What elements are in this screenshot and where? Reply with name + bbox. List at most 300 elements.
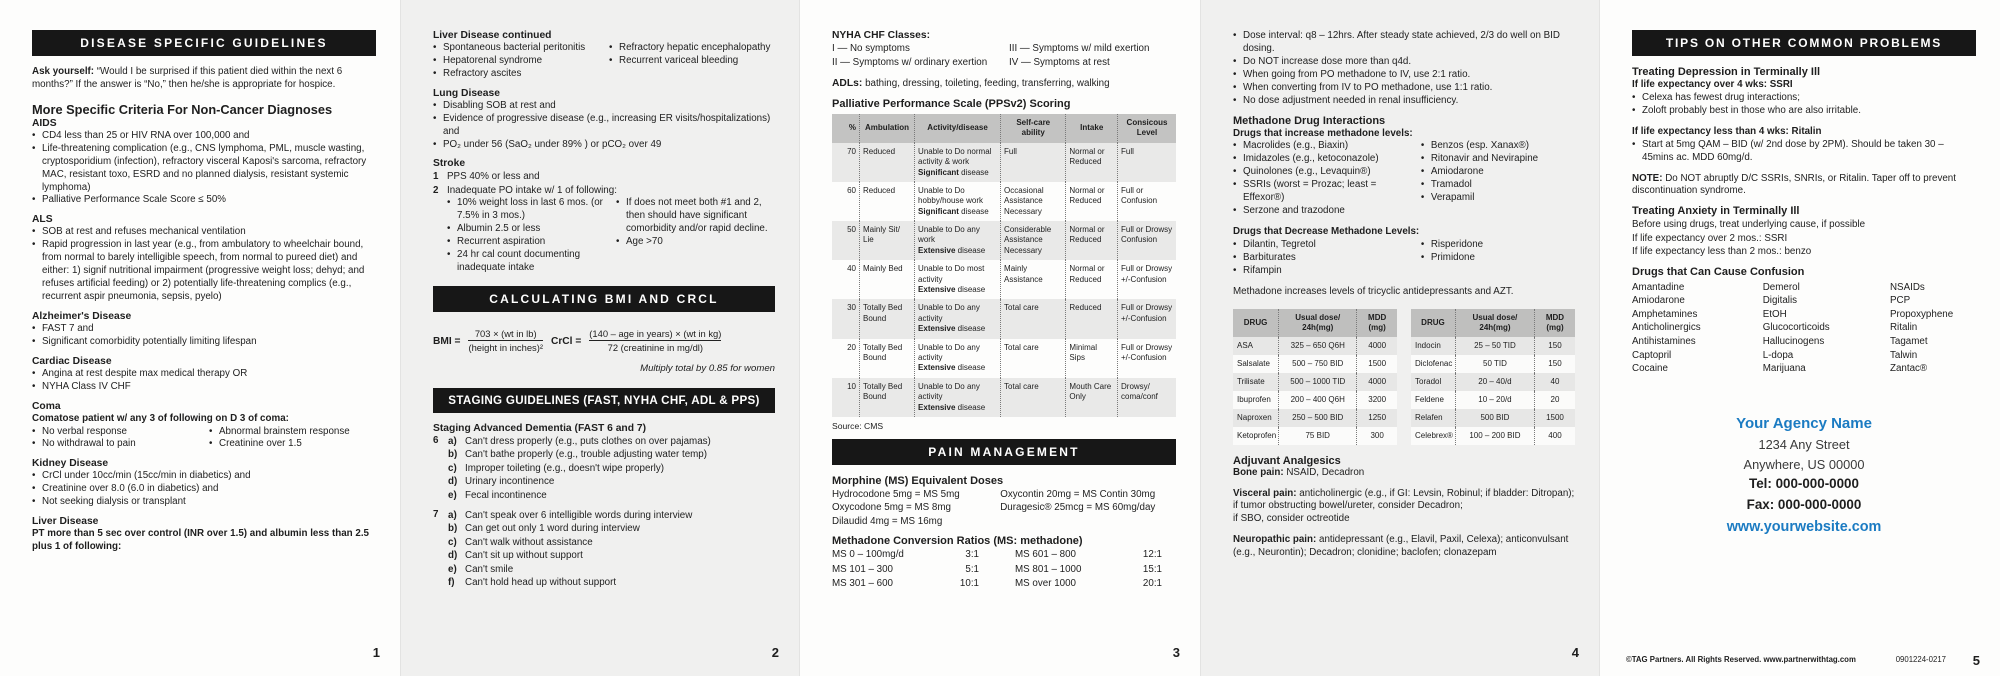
list-item: Zantac®: [1889, 363, 1928, 375]
page-number: 5: [1972, 653, 1980, 668]
stroke-title: Stroke: [433, 158, 466, 170]
copyright-text: ©TAG Partners. All Rights Reserved. www.partnerwithtag.com: [1626, 655, 1856, 664]
list-item: • Rifampin: [1233, 265, 1411, 278]
coma-intro: Comatose patient w/ any 3 of following on D 3 of coma:: [32, 412, 289, 424]
confusion-columns: [1632, 281, 1976, 376]
morphine-columns: [832, 488, 1176, 529]
list-item: Captopril: [1632, 349, 1672, 361]
list-item: • Benzos (esp. Xanax®): [1421, 140, 1575, 153]
pps-conscious-cell: Full or Confusion: [1118, 182, 1177, 221]
ratio-columns: [832, 548, 1176, 591]
table-row: [1233, 409, 1397, 427]
adls-label: ADLs:: [832, 78, 863, 90]
severity-word: Extensive: [918, 285, 956, 295]
list-item: • Celexa has fewest drug interactions;: [1632, 92, 1976, 105]
agency-fax: Fax: 000-000-0000: [1746, 497, 1862, 513]
stroke-numbered-list: [433, 170, 775, 196]
list-item: • No dose adjustment needed in renal insufficiency.: [1233, 95, 1575, 108]
drug-dose-cell: 500 BID: [1455, 409, 1534, 427]
table-row: [832, 143, 1176, 182]
pps-conscious-cell: Full or Drowsy +/-Confusion: [1118, 260, 1177, 299]
ask-yourself-paragraph: [32, 66, 376, 92]
panel-tips: [1600, 0, 2000, 676]
list-item: • Zoloft probably best in those who are also irritable.: [1632, 105, 1976, 118]
ratio-row: [832, 563, 993, 577]
panel-disease-guidelines: [0, 0, 400, 676]
als-title: ALS: [32, 214, 53, 226]
fast-letter: d): [448, 476, 458, 488]
drug-name-cell: Diclofenac: [1415, 358, 1453, 368]
list-item: • Spontaneous bacterial peritonitis: [433, 42, 599, 55]
pps-intake-cell: Normal or Reduced: [1066, 260, 1118, 299]
drug-mdd-cell: 1500: [1534, 409, 1575, 427]
severity-suffix: disease: [955, 324, 986, 334]
ratio-value: 5:1: [965, 563, 979, 575]
liver-continued-title: Liver Disease continued: [433, 30, 552, 41]
ratio-row: [1015, 548, 1176, 562]
pps-selfcare-cell: Total care: [1001, 299, 1066, 338]
list-item: EtOH: [1762, 308, 1787, 320]
depression-ritalin-list: [1632, 139, 1976, 165]
table-row: [1411, 427, 1575, 445]
section-header-staging: STAGING GUIDELINES (FAST, NYHA CHF, ADL & PPS): [433, 388, 775, 413]
activity-text: Unable to Do normal activity & work: [918, 146, 992, 167]
drug-dose-cell: 75 BID: [1279, 427, 1357, 445]
fast-item: [448, 435, 775, 449]
column-header: MDD (mg): [1357, 309, 1397, 337]
list-item: Glucocorticoids: [1762, 322, 1830, 334]
coma-list-left: [32, 426, 199, 452]
drug-name-cell: Naproxen: [1237, 412, 1272, 422]
confusion-title: Drugs that Can Cause Confusion: [1632, 265, 1805, 278]
severity-suffix: disease: [955, 363, 986, 373]
severity-suffix: disease: [958, 167, 989, 177]
list-item: • FAST 7 and: [32, 323, 376, 336]
severity-line: [918, 207, 997, 217]
drug-name-cell: Indocin: [1415, 340, 1441, 350]
severity-line: [918, 324, 997, 334]
ratio-row: [1015, 577, 1176, 591]
drug-dose-cell: 100 – 200 BID: [1455, 427, 1534, 445]
alzheimers-title: Alzheimer's Disease: [32, 310, 132, 322]
pps-conscious-cell: Full or Drowsy +/-Confusion: [1118, 339, 1177, 378]
column-header: Consicous Level: [1118, 114, 1177, 143]
morphine-list-right: [1000, 488, 1176, 529]
list-item: Amphetamines: [1632, 308, 1698, 320]
list-item: • Primidone: [1421, 252, 1575, 265]
pps-percent-cell: 20: [847, 342, 857, 352]
list-item: • Angina at rest despite max medical therapy OR: [32, 368, 376, 381]
list-item: PCP: [1889, 295, 1911, 307]
list-item: Anticholinergics: [1632, 322, 1701, 334]
column-header: %: [832, 114, 860, 143]
fast6-number: 6: [433, 434, 439, 446]
drug-mdd-cell: 4000: [1357, 373, 1397, 391]
item-number: 2: [433, 184, 439, 196]
section-header-bmi-crcl: CALCULATING BMI AND CRCL: [433, 286, 775, 312]
list-item: Duragesic® 25mcg = MS 60mg/day: [1000, 502, 1156, 514]
list-item: III — Symptoms w/ mild exertion: [1009, 43, 1150, 54]
bmi-label: BMI =: [433, 335, 461, 347]
ratio-row: [1015, 563, 1176, 577]
agency-block: [1632, 412, 1976, 539]
list-item: Amiodarone: [1632, 295, 1685, 307]
drug-name-cell: Celebrex®: [1415, 430, 1453, 440]
pps-ambulation-cell: Reduced: [860, 143, 915, 182]
list-item: • Quinolones (e.g., Levaquin®): [1233, 166, 1411, 179]
fast-text: Can't smile: [465, 563, 514, 575]
list-item: Hallucinogens: [1762, 335, 1825, 347]
confusion-list-3: [1890, 281, 1976, 376]
numbered-item: [433, 170, 775, 183]
severity-word: Extensive: [918, 245, 956, 255]
table-row: [1233, 355, 1397, 373]
stroke-list-left: [447, 197, 606, 275]
fast-text: Improper toileting (e.g., doesn't wipe properly): [465, 462, 664, 474]
item-number: 1: [433, 171, 439, 183]
list-item: Marijuana: [1762, 363, 1806, 375]
pps-activity-cell: [915, 299, 1001, 338]
fast-item: [448, 549, 775, 563]
ratio-value: 3:1: [965, 549, 979, 561]
list-item: L-dopa: [1762, 349, 1794, 361]
list-item: Oxycodone 5mg = MS 8mg: [832, 502, 951, 514]
increase-list-left: [1233, 140, 1411, 218]
page-number: 1: [372, 645, 380, 660]
visceral-pain-line: [1233, 488, 1575, 514]
adls-text: bathing, dressing, toileting, feeding, transferring, walking: [865, 78, 1110, 90]
fast-letter: a): [448, 509, 457, 521]
pps-ambulation-cell: Mainly Bed: [860, 260, 915, 299]
drug-dose-cell: 250 – 500 BID: [1279, 409, 1357, 427]
list-item: • Refractory ascites: [433, 68, 599, 81]
cardiac-list: [32, 368, 376, 394]
note-text: Do NOT abruptly D/C SSRIs, SNRIs, or Ritalin. Taper off to prevent discontinuation syndrome.: [1632, 172, 1956, 197]
item-text: PPS 40% or less and: [447, 171, 540, 183]
fast-text: Can't speak over 6 intelligible words during interview: [465, 509, 693, 521]
coma-list-right: [209, 426, 376, 452]
kidney-title: Kidney Disease: [32, 458, 109, 470]
fast-letter: e): [448, 489, 457, 501]
list-item: • Recurrent variceal bleeding: [609, 55, 775, 68]
severity-suffix: disease: [955, 402, 986, 412]
page-number: 4: [1571, 645, 1579, 660]
coma-title: Coma: [32, 400, 61, 412]
panel-methadone-adjuvants: [1200, 0, 1600, 676]
anxiety-lines: [1632, 218, 1976, 259]
drug-header-row: [1233, 309, 1397, 337]
list-item: Digitalis: [1762, 295, 1798, 307]
list-item: • Age >70: [616, 236, 775, 249]
fast-letter: b): [448, 523, 458, 535]
drug-name-cell: Feldene: [1415, 394, 1444, 404]
stroke-list-right: [616, 197, 775, 275]
decrease-columns: [1233, 239, 1575, 278]
decrease-list-left: [1233, 239, 1411, 278]
column-header: Ambulation: [860, 114, 915, 143]
list-item: Hydrocodone 5mg = MS 5mg: [832, 488, 960, 500]
increase-list-right: [1421, 140, 1575, 218]
list-item: • SSRIs (worst = Prozac; least = Effexor®): [1233, 179, 1411, 205]
fast-item: [448, 462, 775, 476]
drug-dose-cell: 325 – 650 Q6H: [1279, 337, 1357, 355]
pps-intake-cell: Normal or Reduced: [1066, 221, 1118, 260]
ratio-value: 12:1: [1142, 549, 1162, 561]
nsaid-table-left: [1233, 309, 1397, 445]
fast-text: Can't dress properly (e.g., puts clothes on over pajamas): [465, 435, 711, 447]
nsaid-tables: [1233, 309, 1575, 445]
fast-text: Can't bathe properly (e.g., trouble adjusting water temp): [465, 449, 708, 461]
ms-range: MS 601 – 800: [1015, 549, 1077, 561]
visceral-pain-label: Visceral pain:: [1233, 487, 1297, 499]
pps-conscious-cell: Full: [1118, 143, 1177, 182]
list-item: Cocaine: [1632, 363, 1668, 375]
page-number: 2: [771, 645, 779, 660]
column-header: DRUG: [1233, 309, 1279, 337]
fast-text: Can't hold head up without support: [465, 577, 617, 589]
list-item: Antihistamines: [1632, 335, 1696, 347]
pps-table-body: [832, 143, 1176, 417]
table-row: [1233, 427, 1397, 445]
aids-list: [32, 130, 376, 208]
pps-selfcare-cell: Total care: [1001, 339, 1066, 378]
drug-name-cell: Salsalate: [1237, 358, 1270, 368]
table-row: [832, 221, 1176, 260]
fast-text: Can't walk without assistance: [465, 536, 593, 548]
pps-intake-cell: Normal or Reduced: [1066, 182, 1118, 221]
list-item: • 24 hr cal count documenting inadequate intake: [447, 249, 606, 275]
ms-range: MS 301 – 600: [832, 577, 894, 589]
interactions-title: Methadone Drug Interactions: [1233, 114, 1386, 127]
list-item: II — Symptoms w/ ordinary exertion: [832, 56, 988, 68]
confusion-list-2: [1763, 281, 1890, 376]
non-cancer-subtitle: More Specific Criteria For Non-Cancer Diagnoses: [32, 101, 333, 117]
severity-suffix: disease: [955, 285, 986, 295]
agency-name: Your Agency Name: [1736, 414, 1872, 432]
fast6-group: [433, 435, 775, 503]
pps-selfcare-cell: Considerable Assistance Necessary: [1001, 221, 1066, 260]
panel-pps-pain: [800, 0, 1200, 676]
list-item: • SOB at rest and refuses mechanical ventilation: [32, 226, 376, 239]
column-header: DRUG: [1411, 309, 1455, 337]
fast-text: Urinary incontinence: [465, 476, 555, 488]
list-item: • Creatinine over 1.5: [209, 438, 376, 451]
list-item: • Ritonavir and Nevirapine: [1421, 153, 1575, 166]
methadone-dosing-list: [1233, 30, 1575, 108]
liver-list-left: [433, 42, 599, 81]
list-item: • Dilantin, Tegretol: [1233, 239, 1411, 252]
crcl-numerator: (140 – age in years) × (wt in kg): [589, 328, 722, 340]
visceral-pain-text: anticholinergic (e.g., if GI: Levsin, Robinul; if bladder: Ditropan); if tumor obstructing bowel/ureter, consider Decadron;: [1233, 487, 1575, 512]
list-item: • Palliative Performance Scale Score ≤ 50%: [32, 194, 376, 207]
list-item: • Tramadol: [1421, 179, 1575, 192]
increase-title: Drugs that increase methadone levels:: [1233, 127, 1413, 139]
column-header: MDD (mg): [1534, 309, 1575, 337]
fast-title: Staging Advanced Dementia (FAST 6 and 7): [433, 422, 647, 434]
decrease-title: Drugs that Decrease Methadone Levels:: [1233, 225, 1420, 237]
pps-intake-cell: Mouth Care Only: [1066, 378, 1118, 417]
list-item: • Rapid progression in last year (e.g., from ambulatory to wheelchair bound, from normal to barely intelligible speech, from normal to pureed diet) and either: 1) signif nutritional impairment (progressive weight loss; dehyd; and refuses artificial feeding) or 2) potentially life-threatening complics (e.g., recurrent aspir pneumonia, sepsis, pyelo): [32, 239, 376, 304]
lung-title: Lung Disease: [433, 87, 500, 99]
pps-intake-cell: Minimal Sips: [1066, 339, 1118, 378]
coma-columns: [32, 426, 376, 452]
pps-selfcare-cell: Mainly Assistance: [1001, 260, 1066, 299]
pps-selfcare-cell: Total care: [1001, 378, 1066, 417]
list-item: • Refractory hepatic encephalopathy: [609, 42, 775, 55]
table-row: [1233, 391, 1397, 409]
list-item: If life expectancy less than 2 mos.: benzo: [1632, 246, 1812, 258]
table-row: [1411, 355, 1575, 373]
pps-source: Source: CMS: [832, 420, 884, 431]
fast-letter: c): [448, 462, 457, 474]
numbered-item: [433, 184, 775, 197]
depression-title: Treating Depression in Terminally Ill: [1632, 66, 1821, 78]
list-item: • Albumin 2.5 or less: [447, 223, 606, 236]
table-row: [1411, 409, 1575, 427]
section-header-tips: TIPS ON OTHER COMMON PROBLEMS: [1632, 30, 1976, 56]
nyha-list-left: [832, 42, 999, 69]
fast-letter: b): [448, 449, 458, 461]
activity-text: Unable to Do most activity: [918, 264, 985, 284]
bmi-fraction: [468, 328, 543, 354]
fast7-items: [448, 509, 775, 590]
fast-text: Can't sit up without support: [465, 550, 583, 562]
drug-mdd-cell: 150: [1534, 337, 1575, 355]
fast-item: [448, 489, 775, 503]
section-header-pain-management: PAIN MANAGEMENT: [832, 439, 1176, 465]
list-item: • Abnormal brainstem response: [209, 426, 376, 439]
table-row: [1411, 373, 1575, 391]
pps-activity-cell: [915, 221, 1001, 260]
nyha-title: NYHA CHF Classes:: [832, 30, 931, 41]
activity-text: Unable to Do any work: [918, 225, 980, 245]
list-item: IV — Symptoms at rest: [1009, 56, 1110, 68]
neuropathic-pain-line: [1233, 534, 1575, 560]
drug-dose-cell: 50 TID: [1455, 355, 1534, 373]
liver-list-right: [609, 42, 775, 81]
list-item: Oxycontin 20mg = MS Contin 30mg: [1000, 488, 1156, 500]
agency-website-link[interactable]: www.yourwebsite.com: [1726, 518, 1882, 535]
severity-line: [918, 168, 997, 178]
severity-word: Significant: [918, 206, 959, 216]
list-item: • Imidazoles (e.g., ketoconazole): [1233, 153, 1411, 166]
list-item: • Barbiturates: [1233, 252, 1411, 265]
ms-range: MS over 1000: [1015, 577, 1076, 589]
ms-range: MS 101 – 300: [832, 563, 894, 575]
drug-dose-cell: 500 – 750 BID: [1279, 355, 1357, 373]
severity-word: Significant: [918, 167, 959, 177]
list-item: Before using drugs, treat underlying cause, if possible: [1632, 219, 1866, 231]
pps-conscious-cell: Full or Drowsy +/-Confusion: [1118, 299, 1177, 338]
ms-range: MS 801 – 1000: [1015, 563, 1082, 575]
list-item: I — No symptoms: [832, 43, 910, 54]
severity-word: Extensive: [918, 363, 956, 373]
pps-percent-cell: 40: [847, 264, 857, 274]
drug-mdd-cell: 150: [1534, 355, 1575, 373]
ask-yourself-label: Ask yourself:: [32, 66, 95, 77]
list-item: • Life-threatening complication (e.g., CNS lymphoma, PML, muscle wasting, cryptosporidium (infection), refractory visceral Kaposi's sarcoma, refractory MAC, resistant toxo, ESRD and no planned dialysis, resistant systemic lymphoma): [32, 143, 376, 195]
ratio-value: 15:1: [1142, 563, 1162, 575]
bmi-denominator: (height in inches)²: [468, 342, 543, 354]
pps-selfcare-cell: Full: [1001, 143, 1066, 182]
list-item: • If does not meet both #1 and 2, then should have significant comorbidity and/or rapid decline.: [616, 197, 775, 236]
fast-text: Fecal incontinence: [465, 489, 547, 501]
list-item: Demerol: [1762, 281, 1800, 293]
panel-staging: [400, 0, 800, 676]
pps-ambulation-cell: Totally Bed Bound: [860, 339, 915, 378]
bmi-numerator: 703 × (wt in lb): [474, 328, 537, 340]
nsaid-table-right: [1411, 309, 1575, 445]
als-list: [32, 226, 376, 304]
list-item: Talwin: [1889, 349, 1918, 361]
drug-mdd-cell: 1250: [1357, 409, 1397, 427]
pps-activity-cell: [915, 260, 1001, 299]
list-item: • Creatinine over 8.0 (6.0 in diabetics) and: [32, 483, 376, 496]
aids-title: AIDS: [32, 117, 57, 129]
column-header: Intake: [1066, 114, 1118, 143]
list-item: • CrCl under 10cc/min (15cc/min in diabetics) and: [32, 470, 376, 483]
list-item: Tagamet: [1889, 335, 1928, 347]
drug-mdd-cell: 20: [1534, 391, 1575, 409]
ratio-value: 10:1: [959, 577, 979, 589]
section-header-disease-guidelines: DISEASE SPECIFIC GUIDELINES: [32, 30, 376, 56]
list-item: • Do NOT increase dose more than q4d.: [1233, 56, 1575, 69]
list-item: • Risperidone: [1421, 239, 1575, 252]
agency-city: Anywhere, US 00000: [1743, 456, 1865, 472]
ratio-value: 20:1: [1142, 577, 1162, 589]
drug-table-body: [1411, 337, 1575, 445]
activity-text: Unable to Do hobby/house work: [918, 185, 983, 206]
drug-mdd-cell: 300: [1357, 427, 1397, 445]
crcl-fraction: [589, 328, 721, 354]
item-text: Inadequate PO intake w/ 1 of following:: [447, 184, 617, 196]
fast7-number: 7: [433, 508, 439, 520]
list-item: • Amiodarone: [1421, 166, 1575, 179]
list-item: • Serzone and trazodone: [1233, 205, 1411, 218]
severity-line: [918, 403, 997, 413]
column-header: Self-care ability: [1001, 114, 1066, 143]
pps-conscious-cell: Full or Drowsy Confusion: [1118, 221, 1177, 260]
activity-text: Unable to Do any activity: [918, 381, 980, 402]
fast-item: [448, 563, 775, 577]
drug-name-cell: Relafen: [1415, 412, 1443, 422]
crcl-label: CrCl =: [550, 335, 582, 347]
table-row: [1233, 373, 1397, 391]
fast6-items: [448, 435, 775, 503]
fast-text: Can get out only 1 word during interview: [465, 523, 640, 535]
pps-ambulation-cell: Mainly Sit/ Lie: [860, 221, 915, 260]
pps-percent-cell: 60: [847, 185, 857, 195]
lung-list: [433, 100, 775, 152]
drug-mdd-cell: 4000: [1357, 337, 1397, 355]
pps-activity-cell: [915, 378, 1001, 417]
liver-continued-columns: [433, 42, 775, 81]
pps-percent-cell: 70: [847, 146, 857, 156]
pps-table: [832, 114, 1176, 417]
drug-dose-cell: 10 – 20/d: [1455, 391, 1534, 409]
list-item: If life expectancy over 2 mos.: SSRI: [1632, 232, 1788, 244]
fast-item: [448, 522, 775, 536]
list-item: • Hepatorenal syndrome: [433, 55, 599, 68]
drug-name-cell: Ketoprofen: [1237, 430, 1277, 440]
severity-word: Extensive: [918, 402, 956, 412]
stroke-columns: [447, 197, 775, 275]
ms-range: MS 0 – 100mg/d: [832, 549, 904, 561]
pps-ambulation-cell: Totally Bed Bound: [860, 299, 915, 338]
pps-percent-cell: 50: [847, 225, 857, 235]
increase-columns: [1233, 140, 1575, 218]
drug-dose-cell: 25 – 50 TID: [1455, 337, 1534, 355]
